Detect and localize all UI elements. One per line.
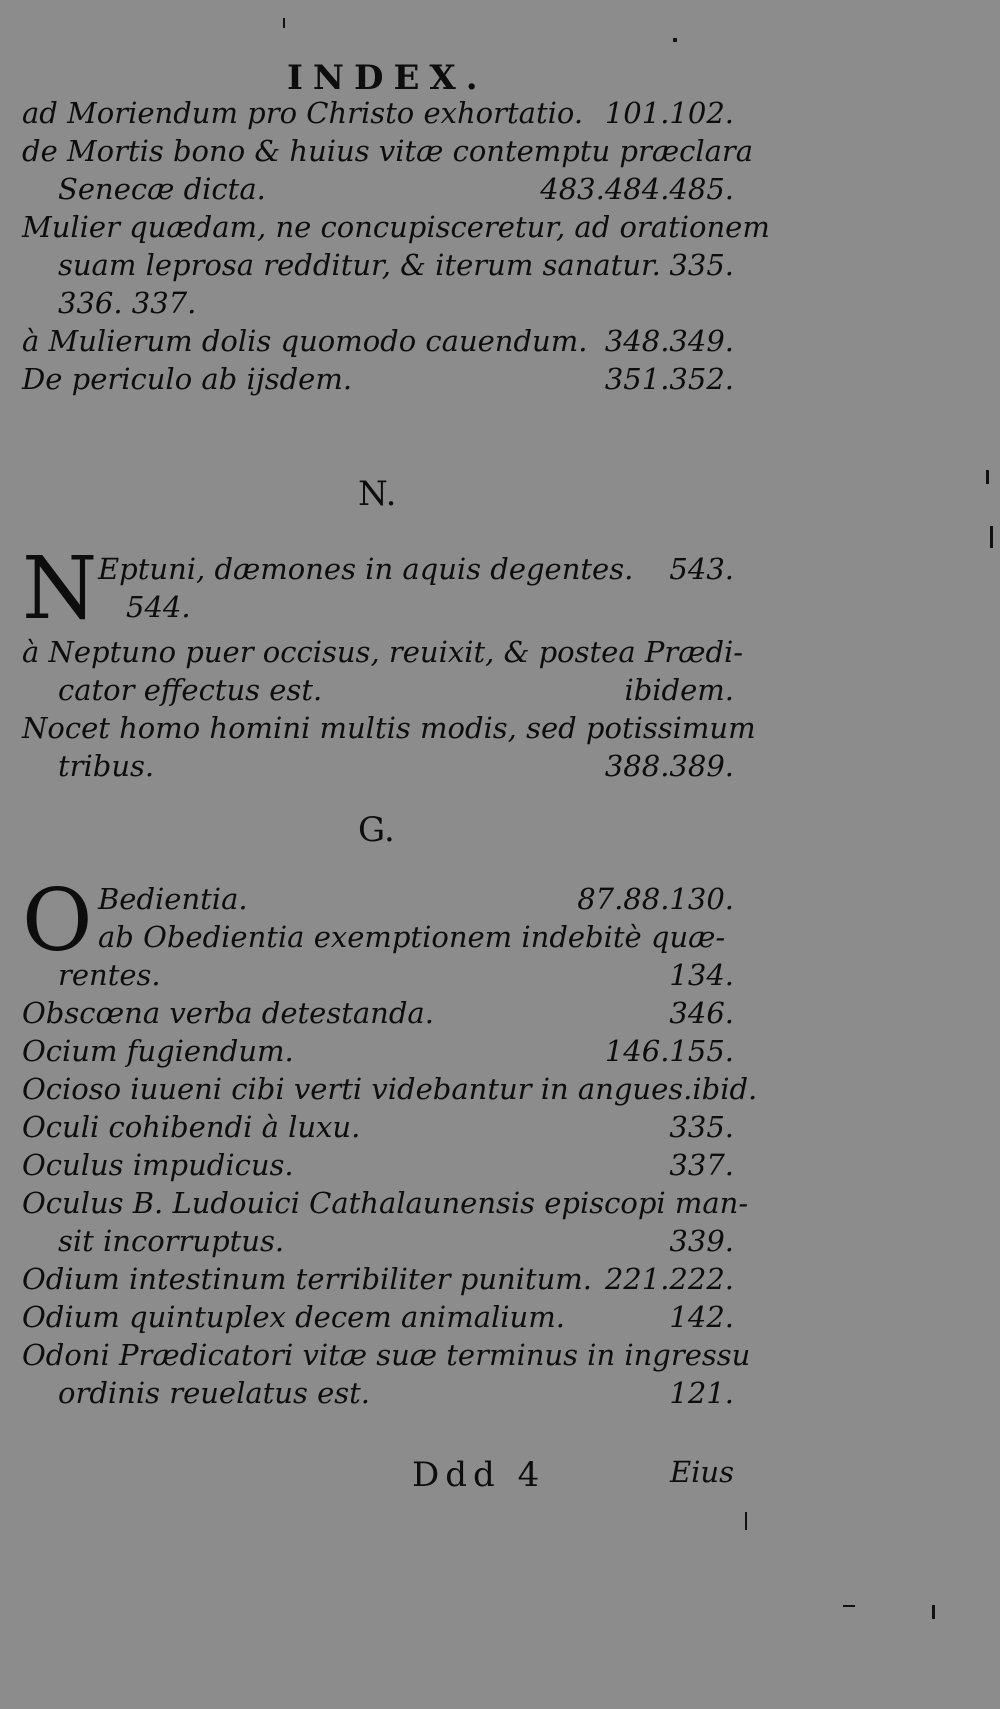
index-entry xyxy=(22,94,734,132)
index-entry xyxy=(22,588,734,626)
entry-page-ref: 388.389. xyxy=(604,749,734,783)
entry-text: Ocioso iuueni cibi verti videbantur in angues. xyxy=(22,1072,693,1106)
entry-text: Senecæ dicta. xyxy=(58,172,266,206)
entry-text: suam leprosa redditur, & iterum sanatur. xyxy=(58,248,661,282)
scan-speck xyxy=(986,470,989,484)
entry-text: Oculus impudicus. xyxy=(22,1148,294,1182)
index-entry xyxy=(22,132,754,170)
page-footer xyxy=(22,1455,734,1495)
entry-text: Bedientia. xyxy=(98,882,248,916)
section-n-drop-lines xyxy=(22,550,734,626)
entry-page-ref: 101.102. xyxy=(604,96,734,130)
index-entry xyxy=(22,1108,734,1146)
index-entry xyxy=(22,671,734,709)
entry-page-ref: 335. xyxy=(669,1110,734,1144)
index-entry xyxy=(22,1070,758,1108)
index-entry xyxy=(22,709,756,747)
dropcap-o: O xyxy=(22,871,93,971)
index-entry xyxy=(22,1184,749,1222)
entry-text: Eptuni, dæmones in aquis degentes. xyxy=(98,552,634,586)
entry-text: Obscœna verba detestanda. xyxy=(22,996,434,1030)
entry-text: Mulier quædam, ne concupisceretur, ad orationem xyxy=(22,210,770,244)
index-entry xyxy=(22,747,734,785)
index-entry xyxy=(22,1336,751,1374)
entry-text: à Neptuno puer occisus, reuixit, & postea Prædi- xyxy=(22,635,744,669)
entry-text: ab Obedientia exemptionem indebitè quæ- xyxy=(98,920,726,954)
index-entry xyxy=(22,1032,734,1070)
scan-speck xyxy=(673,38,677,42)
index-entry xyxy=(22,322,734,360)
index-entry xyxy=(22,208,770,246)
section-m xyxy=(22,94,770,398)
entry-text: Oculus B. Ludouici Cathalaunensis episcopi man- xyxy=(22,1186,749,1220)
index-entry xyxy=(22,1146,734,1184)
section-o xyxy=(22,956,758,1412)
index-entry xyxy=(22,1298,734,1336)
entry-text: De periculo ab ijsdem. xyxy=(22,362,353,396)
index-entry xyxy=(22,1374,734,1412)
entry-page-ref: 348.349. xyxy=(604,324,734,358)
entry-text: Ocium fugiendum. xyxy=(22,1034,294,1068)
index-entry xyxy=(22,1260,734,1298)
index-entry xyxy=(22,994,734,1032)
section-n-letter: N. xyxy=(358,474,397,514)
entry-page-ref: 337. xyxy=(669,1148,734,1182)
section-o-drop-lines xyxy=(22,880,734,956)
entry-page-ref: 146.155. xyxy=(604,1034,734,1068)
index-entry xyxy=(22,170,734,208)
entry-text: tribus. xyxy=(58,749,155,783)
entry-page-ref: 335. xyxy=(669,248,734,282)
entry-page-ref: 221.222. xyxy=(604,1262,734,1296)
entry-page-ref: 134. xyxy=(669,958,734,992)
section-n xyxy=(22,633,756,785)
index-entry xyxy=(22,246,734,284)
index-entry xyxy=(22,550,734,588)
entry-text: 544. xyxy=(126,590,191,624)
scan-speck xyxy=(745,1512,747,1530)
entry-text: à Mulierum dolis quomodo cauendum. xyxy=(22,324,588,358)
index-entry xyxy=(22,918,734,956)
entry-page-ref: ibid. xyxy=(692,1072,758,1106)
entry-text: Nocet homo homini multis modis, sed potissimum xyxy=(22,711,756,745)
scan-speck xyxy=(843,1605,855,1607)
scan-speck xyxy=(932,1605,935,1619)
entry-page-ref: 121. xyxy=(669,1376,734,1410)
section-o-letter: G. xyxy=(358,810,395,850)
entry-page-ref: 483.484.485. xyxy=(540,172,734,206)
index-entry xyxy=(22,880,734,918)
entry-page-ref: 351.352. xyxy=(604,362,734,396)
index-entry xyxy=(22,956,734,994)
index-entry xyxy=(22,633,744,671)
entry-page-ref: 543. xyxy=(669,552,734,586)
entry-page-ref: ibidem. xyxy=(624,673,734,707)
entry-text: Odium quintuplex decem animalium. xyxy=(22,1300,565,1334)
dropcap-n: N xyxy=(22,539,98,639)
scan-speck xyxy=(990,526,993,548)
entry-text: Odium intestinum terribiliter punitum. xyxy=(22,1262,593,1296)
signature-mark: Ddd 4 xyxy=(412,1455,546,1495)
entry-text: sit incorruptus. xyxy=(58,1224,285,1258)
entry-page-ref: 339. xyxy=(669,1224,734,1258)
entry-text: ad Moriendum pro Christo exhortatio. xyxy=(22,96,584,130)
entry-text: cator effectus est. xyxy=(58,673,323,707)
entry-text: rentes. xyxy=(58,958,161,992)
entry-text: 336. 337. xyxy=(58,286,197,320)
index-entry xyxy=(22,1222,734,1260)
entry-text: Odoni Prædicatori vitæ suæ terminus in ingressu xyxy=(22,1338,751,1372)
entry-text: de Mortis bono & huius vitæ contemptu præclara xyxy=(22,134,754,168)
running-head-text: INDEX. xyxy=(287,58,488,98)
entry-page-ref: 346. xyxy=(669,996,734,1030)
entry-text: Oculi cohibendi à luxu. xyxy=(22,1110,361,1144)
entry-text: ordinis reuelatus est. xyxy=(58,1376,370,1410)
index-entry xyxy=(22,360,734,398)
scan-speck xyxy=(283,18,285,28)
catchword: Eius xyxy=(669,1455,734,1489)
entry-page-ref: 142. xyxy=(669,1300,734,1334)
entry-page-ref: 87.88.130. xyxy=(577,882,734,916)
index-entry xyxy=(22,284,734,322)
